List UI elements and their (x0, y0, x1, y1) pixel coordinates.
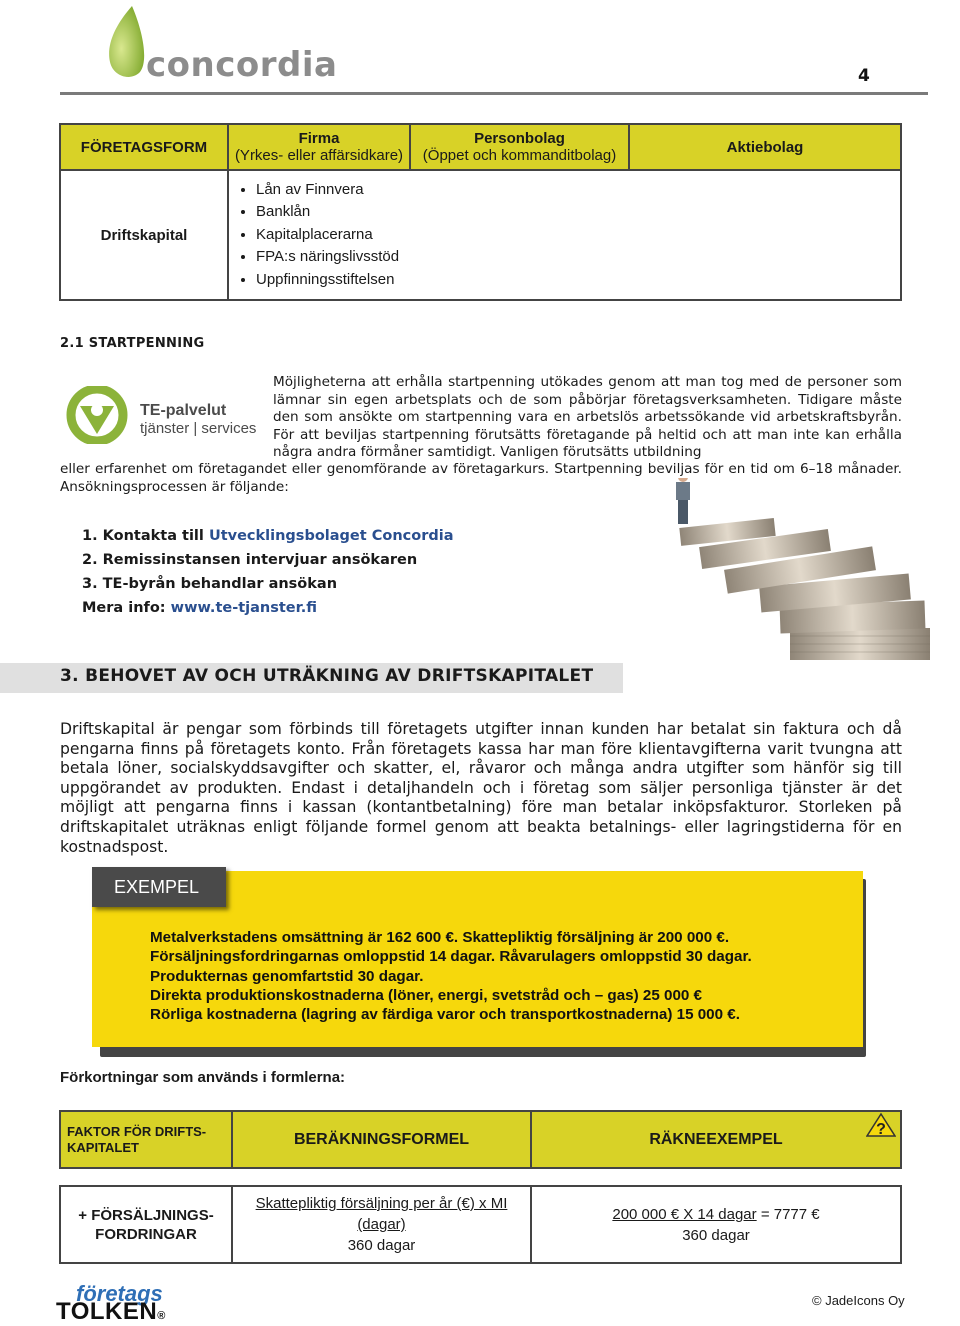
row-label-receivables: + FÖRSÄLJNINGS- FORDRINGAR (60, 1186, 232, 1263)
header-cell-form: FÖRETAGSFORM (60, 124, 228, 170)
header-firma-subtitle: (Yrkes- eller affärsidkare) (234, 147, 404, 164)
startpenning-paragraph-continued: eller erfarenhet om företagandet eller genomförande av företagarkurs. Startpenning beviljas för en tid om 6–18 månader. Ansökningsprocessen är följande: (60, 461, 902, 495)
step-1: 1. Kontakta till Utvecklingsbolaget Concordia (82, 528, 454, 544)
coin-stack-image (640, 478, 940, 663)
header-divider (60, 92, 928, 95)
list-item: • Banklån (256, 201, 899, 224)
list-item: • Lån av Finnvera (256, 179, 899, 202)
concordia-logo-drop-icon (104, 4, 148, 82)
te-logo-title: TE-palvelut (140, 402, 227, 419)
foretagstolken-logo-top: företags (76, 1281, 163, 1306)
funding-sources-cell (228, 170, 901, 300)
header-firma-title: Firma (298, 130, 340, 147)
list-item: • FPA:s näringslivsstöd (256, 246, 899, 269)
example-line: Försäljningsfordringarnas omloppstid 14 dagar. Råvarulagers omloppstid 30 dagar. (150, 948, 752, 966)
example-lines (150, 928, 752, 1024)
example-result: = 7777 € (756, 1205, 820, 1223)
example-tab-label: EXEMPEL (114, 877, 200, 897)
header-personbolag-subtitle: (Öppet och kommanditbolag) (422, 147, 617, 164)
formula-cell (232, 1186, 531, 1263)
example-numerator: 200 000 € X 14 dagar (612, 1205, 757, 1223)
te-logo-subtitle: tjänster | services (140, 420, 257, 437)
more-info: Mera info: www.te-tjanster.fi (82, 600, 317, 616)
list-item: • Kapitalplacerarna (256, 224, 899, 247)
table-header-row (60, 1111, 901, 1168)
header-cell-formula: BERÄKNINGSFORMEL (232, 1111, 531, 1168)
example-line: Produkternas genomfartstid 30 dagar. (150, 967, 424, 985)
header-cell-firma (228, 124, 410, 170)
row-label-driftskapital: Driftskapital (60, 170, 228, 300)
funding-sources-list (230, 179, 899, 292)
step-3: 3. TE-byrån behandlar ansökan (82, 576, 338, 592)
example-line: Metalverkstadens omsättning är 162 600 €. Skattepliktig försäljning är 200 000 €. (150, 929, 730, 946)
concordia-logo-text: concordia (146, 45, 338, 85)
foretagstolken-logo-bottom: TOLKEN® (56, 1298, 166, 1325)
company-form-table (59, 123, 902, 301)
formula-table (59, 1110, 902, 1264)
copyright-text: © JadeIcons Oy (812, 1293, 905, 1308)
question-mark-icon (866, 1112, 896, 1138)
example-denominator: 360 dagar (682, 1226, 750, 1244)
startpenning-paragraph: Möjligheterna att erhålla startpenning utökades genom att man tog med de personer som lämnar sin egen arbetsplats och de som påbörjar företagsverksamheten. Tidigare måste den som ansökte om startpenning vara en arbetslös arbetssökande vid arbetskraftsbyrån. För att beviljas startpenning förutsätts företagande på heltid och att man inte kan erhålla några andra förmåner samtidigt. Vanligen förutsätts utbildning (273, 374, 902, 461)
table-row (60, 170, 901, 300)
example-line: Direkta produktionskostnaderna (löner, energi, svetstråd och – gas) 25 000 € (150, 986, 702, 1004)
header-cell-aktiebolag: Aktiebolag (629, 124, 901, 170)
header-cell-personbolag (410, 124, 629, 170)
formula-denominator: 360 dagar (347, 1237, 416, 1254)
header-cell-example: RÄKNEEXEMPEL (531, 1111, 901, 1168)
header-cell-factor: FAKTOR FÖR DRIFTS- KAPITALET (60, 1111, 232, 1168)
table-header-row (60, 124, 901, 170)
concordia-link[interactable]: Utvecklingsbolaget Concordia (208, 528, 454, 544)
example-line: Rörliga kostnaderna (lagring av färdiga varor och transportkostnaderna) 15 000 €. (150, 1006, 740, 1024)
section-heading-startpenning: 2.1 STARTPENNING (60, 336, 205, 351)
svg-text:?: ? (876, 1121, 886, 1138)
te-palvelut-logo-icon (66, 386, 128, 444)
application-steps (82, 524, 454, 620)
te-tjanster-link[interactable]: www.te-tjanster.fi (170, 600, 317, 616)
table-row (60, 1186, 901, 1263)
section-heading-driftskapital: 3. BEHOVET AV OCH UTRÄKNING AV DRIFTSKAPITALET (60, 666, 594, 686)
example-cell (531, 1186, 901, 1263)
step-2: 2. Remissinstansen intervjuar ansökaren (82, 552, 418, 568)
list-item: • Uppfinningsstiftelsen (256, 269, 899, 292)
header-personbolag-title: Personbolag (474, 130, 565, 147)
driftskapital-paragraph: Driftskapital är pengar som förbinds till företagets utgifter innan kunden har betalat sin faktura och då pengarna finns på företagets konto. Från företagets kassa har man före klientavgifterna varit tvungna att betala löner, socialskyddsavgifter och skatter, el, råvaror och många andra utgifter som hänför sig till uppgörandet av produkten. Endast i detaljhandeln och i företag som säljer personliga tjänster är det möjligt att pengarna finns i kassan (kontantbetalning) före man betalar inköpsfakturor. Storleken på driftskapitalet uträknas enligt följande formel genom att beakta betalnings- eller lagringstiderna för en kostnadspost. (60, 720, 902, 856)
table-spacer-row (60, 1168, 901, 1186)
page-number: 4 (858, 66, 870, 86)
abbreviations-label: Förkortningar som används i formlerna: (60, 1069, 346, 1086)
formula-numerator: Skattepliktig försäljning per år (€) x MI (dagar) (255, 1195, 508, 1233)
